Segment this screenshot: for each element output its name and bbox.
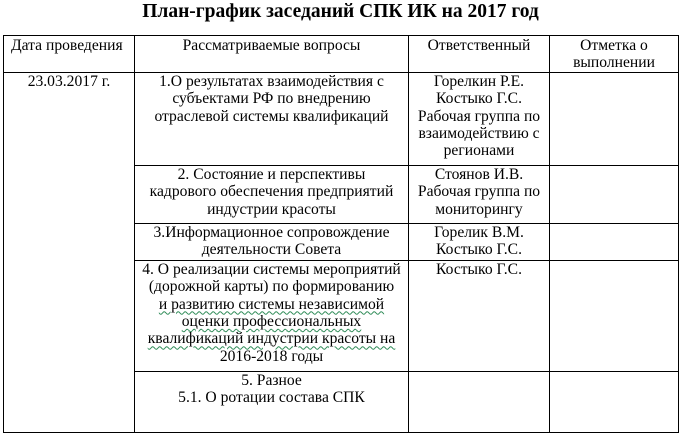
schedule-table [3,35,679,433]
responsible-line: Стоянов И.В. [434,165,524,183]
meeting-date: 23.03.2017 г. [4,72,135,432]
mark-cell [550,165,679,223]
topic-line: и развитию системы независимой [158,295,385,313]
topic-cell [135,72,409,165]
topic-line: 5.1. О ротации состава СПК [178,389,365,407]
mark-cell [550,72,679,165]
responsible-line: Горелик В.М. [434,223,524,241]
mark-cell [550,371,679,432]
responsible-line: мониторингу [435,200,523,218]
topic-line: оценки профессиональных [181,313,362,331]
mark-cell [550,260,679,371]
responsible-line: Горелкин Р.Е. [433,72,525,90]
mark-cell [550,223,679,260]
topic-cell [135,165,409,223]
topic-line: отраслевой системы квалификаций [154,107,389,125]
responsible-line: Костыко Г.С. [436,241,522,259]
header-responsible: Ответственный [409,36,550,73]
responsible-cell [409,371,550,432]
responsible-line: взаимодействию с [418,125,540,143]
topic-line: 3.Информационное сопровождение [153,223,390,241]
responsible-cell [409,223,550,260]
topic-line: деятельности Совета [201,241,342,259]
topic-line: 5. Разное [241,371,302,389]
responsible-line: Костыко Г.С. [436,260,522,278]
header-topics: Рассматриваемые вопросы [135,36,409,73]
topic-line: 2016-2018 годы [219,347,324,365]
topic-line: кадрового обеспечения предприятий [149,183,394,201]
header-date: Дата проведения [4,36,135,73]
topic-cell [135,371,409,432]
topic-line: (дорожной карты) по формированию [148,278,395,296]
table-row [4,72,679,165]
topic-line: субъектами РФ по внедрению [172,90,371,108]
header-mark: Отметка о выполнении [550,36,679,73]
topic-cell [135,260,409,371]
page-title: План-график заседаний СПК ИК на 2017 год [142,1,539,22]
responsible-line: Костыко Г.С. [436,90,522,108]
topic-line: 1.О результатах взаимодействия с [159,72,384,90]
table-header-row [4,36,679,73]
responsible-line: Рабочая группа по [417,183,541,201]
responsible-cell [409,72,550,165]
topic-line: 4. О реализации системы мероприятий [142,260,401,278]
topic-line: квалификаций индустрии красоты на [147,330,396,348]
topic-line: 2. Состояние и перспективы [177,165,366,183]
responsible-cell [409,260,550,371]
responsible-line: регионами [443,142,515,160]
responsible-cell [409,165,550,223]
topic-line: индустрии красоты [207,200,336,218]
topic-cell [135,223,409,260]
responsible-line: Рабочая группа по [417,107,541,125]
